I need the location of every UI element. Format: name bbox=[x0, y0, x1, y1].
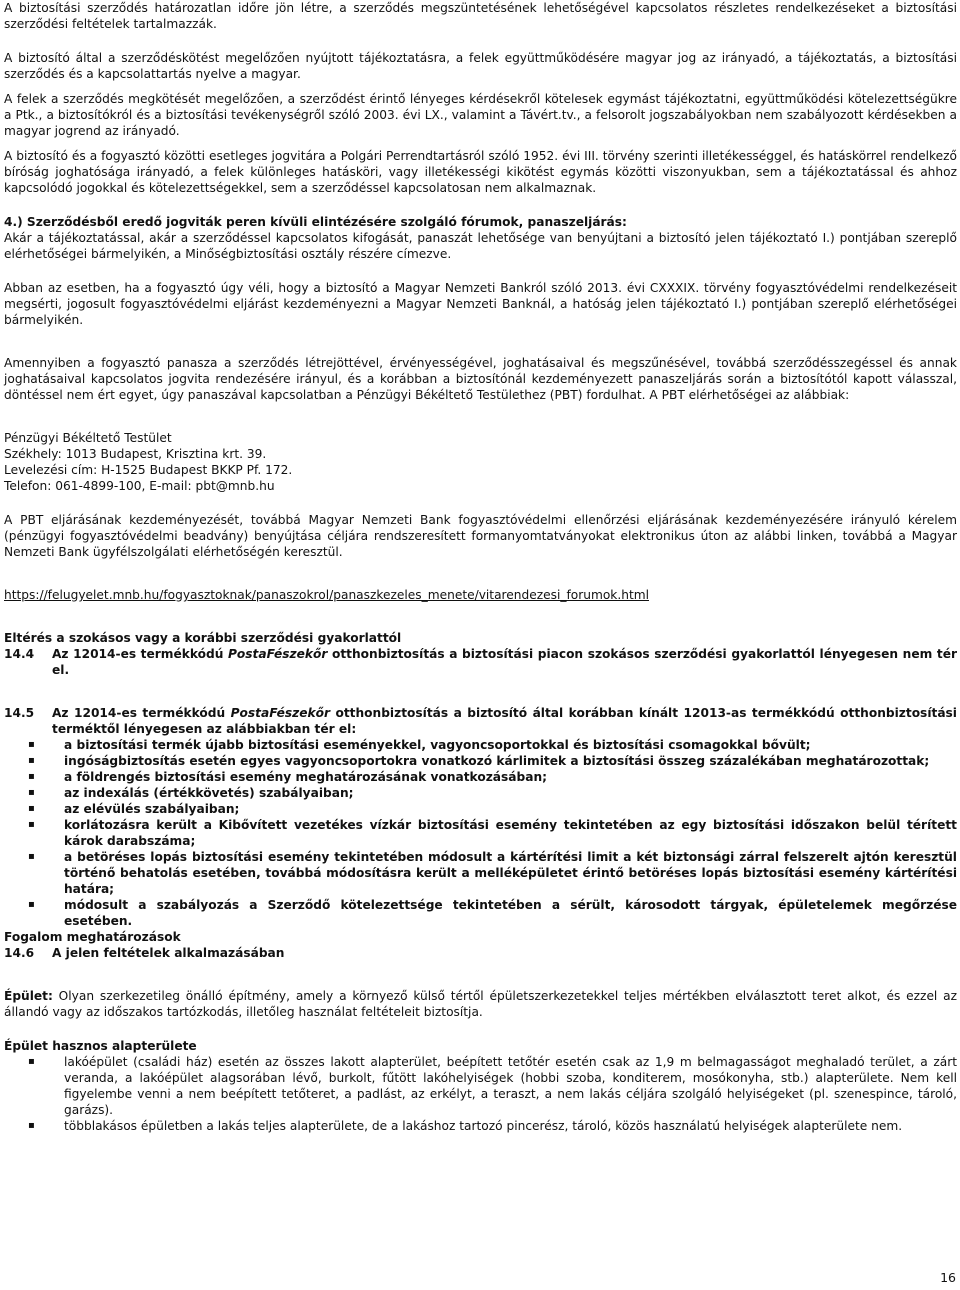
pbt-phone-email: Telefon: 061-4899-100, E-mail: pbt@mnb.hu bbox=[4, 479, 275, 493]
list-item: ▪ a földrengés biztosítási esemény meghatározásának vonatkozásában; bbox=[4, 769, 957, 785]
deviation-list bbox=[4, 737, 957, 929]
paragraph-complaint: Akár a tájékoztatással, akár a szerződéssel kapcsolatos kifogását, panaszát lehetősége van benyújtani a biztosító jelen tájékoztató I.) pontjában szereplő elérhetőségei bármelyikén, a Minőségbiztosítási osztály részére címezve. bbox=[4, 231, 957, 261]
paragraph-cooperation: A felek a szerződés megkötését megelőzően, a szerződést érintő lényeges kérdésekről kötelesek egymást tájékoztatni, együttműködési kötelezettségükre a Ptk., a biztosítókról és a biztosítási tevékenységről szóló 2003. évi LX., valamint a Távért.tv., a felsorolt jogszabályokban nem szabályozott kérdésekben a magyar jogrend az irányadó. bbox=[4, 92, 957, 138]
section-title: A jelen feltételek alkalmazásában bbox=[52, 946, 285, 960]
list-item: ▪ ingóságbiztosítás esetén egyes vagyoncsoportokra vonatkozó kárlimitek a biztosítási összeg százalékában meghatározottak; bbox=[4, 753, 957, 769]
paragraph-pbt: Amennyiben a fogyasztó panasza a szerződés létrejöttével, érvényességével, joghatásaival és megszűnésével, továbbá szerződésszegéssel és annak joghatásaival kapcsolatos jogvita rendezésére irányul, és a korábban a biztosítónál kezdeményezett panaszeljárás során a biztosítótól kapott válasszal, döntéssel nem ért egyet, úgy panaszával kapcsolatban a Pénzügyi Békéltető Testülethez (PBT) fordulhat. A PBT elérhetőségei az alábbiak: bbox=[4, 356, 957, 402]
paragraph-language: A biztosító által a szerződéskötést megelőzően nyújtott tájékoztatásra, a felek együttműködésére magyar jog az irányadó, a tájékoztatás, a biztosítási szerződés és a kapcsolattartás nyelve a magyar. bbox=[4, 51, 957, 81]
list-item: ▪ az indexálás (értékkövetés) szabályaiban; bbox=[4, 785, 957, 801]
list-item: ▪ módosult a szabályozás a Szerződő kötelezettsége tekintetében a sérült, károsodott tárgyak, épületelemek megőrzése esetében. bbox=[4, 897, 957, 929]
page-number: 16 bbox=[940, 1270, 956, 1285]
paragraph-contract-term: A biztosítási szerződés határozatlan időre jön létre, a szerződés megszüntetésének lehetőségével kapcsolatos részletes rendelkezéseket a biztosítási szerződési feltételek tartalmazzák. bbox=[4, 1, 957, 31]
list-item: ▪ az elévülés szabályaiban; bbox=[4, 801, 957, 817]
list-item: ▪ a biztosítási termék újabb biztosítási eseményekkel, vagyoncsoportokkal és biztosítási csomagokkal bővült; bbox=[4, 737, 957, 753]
list-item: ▪ többlakásos épületben a lakás teljes alapterülete, de a lakáshoz tartozó pincerész, tároló, közös használatú helyiségek alapterülete nem. bbox=[4, 1118, 957, 1134]
section-number: 14.6 bbox=[4, 946, 35, 960]
document-page bbox=[4, 0, 957, 1134]
product-name: PostaFészekőr bbox=[228, 647, 328, 661]
mnb-forum-link[interactable]: https://felugyelet.mnb.hu/fogyasztoknak/panaszokrol/panaszkezeles_menete/vitarendezesi_forumok.html bbox=[4, 588, 649, 602]
section-number: 14.5 bbox=[4, 706, 35, 720]
pbt-address-block bbox=[4, 430, 957, 494]
pbt-seat: Székhely: 1013 Budapest, Krisztina krt. 39. bbox=[4, 447, 267, 461]
section-14-5: 14.5 Az 12014-es termékkódú PostaFészekőr otthonbiztosítás a biztosító által korábban kínált 12013-as termékkódú otthonbiztosítási terméktől lényegesen az alábbiakban tér el: bbox=[4, 706, 957, 736]
definitions-heading: Fogalom meghatározások bbox=[4, 930, 181, 944]
pbt-postal-address: Levelezési cím: H-1525 Budapest BKKP Pf. 172. bbox=[4, 463, 293, 477]
useful-area-list bbox=[4, 1054, 957, 1134]
definition-building: Épület: Olyan szerkezetileg önálló építmény, amely a környező külső tértől épületszerkezetekkel teljes mértékben elválasztott teret alkot, és ezzel az állandó vagy az időszakos tartózkodás, illetőleg használat feltételeit biztosítja. bbox=[4, 989, 957, 1019]
paragraph-forms: A PBT eljárásának kezdeményezését, továbbá Magyar Nemzeti Bank fogyasztóvédelmi ellenőrzési eljárásának kezdeményezésére irányuló kérelem (pénzügyi fogyasztóvédelmi beadvány) benyújtása céljára rendszeresített formanyomtatványokat elektronikus úton az alábbi linken, továbbá a Magyar Nemzeti Bank ügyfélszolgálati elérhetőségén keresztül. bbox=[4, 513, 957, 559]
list-item: ▪ korlátozásra került a Kibővített vezetékes vízkár biztosítási esemény tekintetében az egy biztosítási időszakon belül térített károk darabszáma; bbox=[4, 817, 957, 849]
section-14-6 bbox=[4, 945, 957, 961]
section-14-4: 14.4 Az 12014-es termékkódú PostaFészekőr otthonbiztosítás a biztosítási piacon szokásos szerződési gyakorlattól lényegesen nem tér el. bbox=[4, 647, 957, 677]
list-item: ▪ lakóépület (családi ház) esetén az összes lakott alapterület, beépített tetőtér esetén csak az 1,9 m belmagasságot meghaladó terület, a zárt veranda, a lakóépület alagsorában lévő, burkolt, fűtött lakóhelyiségek (hobbi szoba, konditerem, mosókonyha, stb.) alapterülete. Nem kell figyelembe venni a nem beépített tetőteret, a padlást, az erkélyt, a teraszt, a nem lakás céljára szolgáló helyiségeket (pl. szenespince, tároló, garázs). bbox=[4, 1054, 957, 1118]
paragraph-mnb: Abban az esetben, ha a fogyasztó úgy véli, hogy a biztosító a Magyar Nemzeti Bankról szóló 2013. évi CXXXIX. törvény fogyasztóvédelmi rendelkezéseit megsérti, jogosult fogyasztóvédelmi eljárást kezdeményezni a Magyar Nemzeti Banknál, a hatóság jelen tájékoztató I.) pontjában szereplő elérhetőségei bármelyikén. bbox=[4, 281, 957, 327]
paragraph-jurisdiction: A biztosító és a fogyasztó közötti esetleges jogvitára a Polgári Perrendtartásról szóló 1952. évi III. törvény szerinti illetékességgel, és hatáskörrel rendelkező bíróság joghatósága irányadó, a felek különleges hatásköri, vagy illetékességi kikötést egymás közötti viszonyukban, sem a tájékoztatással és ahhoz kapcsolódó jogokkal és kötelezettségekkel, sem a szerződéssel kapcsolatosan nem alkalmaznak. bbox=[4, 149, 957, 195]
list-item: ▪ a betöréses lopás biztosítási esemény tekintetében módosult a kártérítési limit a két biztonsági zárral felszerelt ajtón keresztül történő behatolás esetében, továbbá módosításra került a melléképületet érintő betöréses lopás biztosítási esemény kártérítési határa; bbox=[4, 849, 957, 897]
definition-term: Épület: bbox=[4, 989, 53, 1003]
section-number: 14.4 bbox=[4, 647, 35, 661]
section-heading-4: 4.) Szerződésből eredő jogviták peren kívüli elintézésére szolgáló fórumok, panaszeljárás: bbox=[4, 215, 627, 229]
pbt-name: Pénzügyi Békéltető Testület bbox=[4, 431, 172, 445]
deviation-heading: Eltérés a szokásos vagy a korábbi szerződési gyakorlattól bbox=[4, 631, 402, 645]
product-name: PostaFészekőr bbox=[230, 706, 330, 720]
useful-area-heading: Épület hasznos alapterülete bbox=[4, 1039, 197, 1053]
